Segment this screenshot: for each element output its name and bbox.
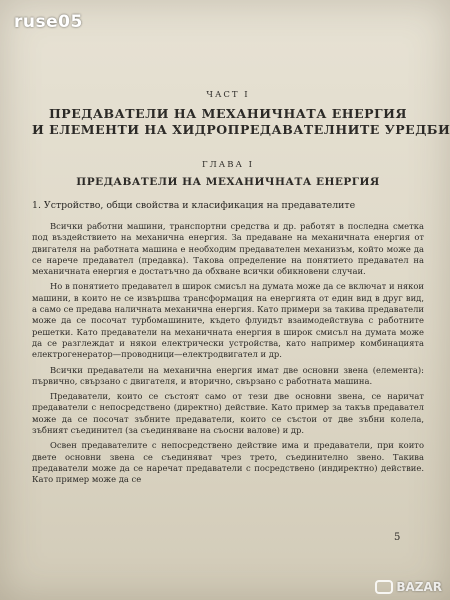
paragraph: Но в понятието предавател в широк смисъл на думата може да се включат и някои машини, в които не се извършва трансформация на енергията от един вид в друг вид, а само се предава наличната механична енергия. Като примери за такива предаватели може да се посочат турбомашините, където флуидът взаимодействува с работните решетки. Като предаватели на механичната енергия в широк смисъл на думата може да се разглеждат и някои електрически устройства, като например комбинацията електрогенератор—проводници—електродвигател и др.: [32, 281, 424, 360]
page-number: 5: [394, 532, 401, 543]
paragraph: Освен предавателите с непосредствено действие има и предаватели, при които двете основни звена се съединяват чрез трето, съединително звено. Такива предаватели може да се наречат предаватели с посредствено (индиректно) действие. Като пример може да се: [32, 440, 424, 485]
chapter-label: ГЛАВА I: [202, 160, 254, 170]
part-title-line-1: ПРЕДАВАТЕЛИ НА МЕХАНИЧНАТА ЕНЕРГИЯ: [49, 106, 407, 121]
paragraph: Предаватели, които се състоят само от тези две основни звена, се наричат предаватели с непосредствено (директно) действие. Като пример за такъв предавател може да се посочат зъбните предаватели, които се състои от две зъбни колела, зъбният съединител (за съединяване на съосни валове) и др.: [32, 391, 424, 436]
paragraph: Всички предаватели на механична енергия имат две основни звена (елемента): първично, свързано с двигателя, и вторично, свързано с работната машина.: [32, 364, 424, 386]
paragraph: Всички работни машини, транспортни средства и др. работят в последна сметка под въздействието на механична енергия. За предаване на механичната енергия от двигателя на работната машина е необходим предавателен механизъм, който може да се нарече предавател (предавка). Такова определение на понятието предавател на механичната енергия е достатъчно да обхване всички обикновени случаи.: [32, 221, 424, 277]
page-content: [32, 90, 450, 490]
part-label: ЧАСТ I: [206, 90, 250, 100]
site-brand-watermark: ruse05: [14, 12, 83, 32]
part-title-line-2: И ЕЛЕМЕНТИ НА ХИДРОПРЕДАВАТЕЛНИТЕ УРЕДБИ: [32, 122, 450, 137]
bazar-logo-icon: [375, 580, 393, 594]
section-heading: 1. Устройство, общи свойства и класификация на предавателите: [32, 200, 356, 211]
chapter-title: ПРЕДАВАТЕЛИ НА МЕХАНИЧНАТА ЕНЕРГИЯ: [76, 176, 380, 188]
bazar-watermark-text: BAZAR: [396, 579, 442, 594]
bazar-watermark: [375, 580, 442, 595]
body-text: [32, 221, 424, 486]
